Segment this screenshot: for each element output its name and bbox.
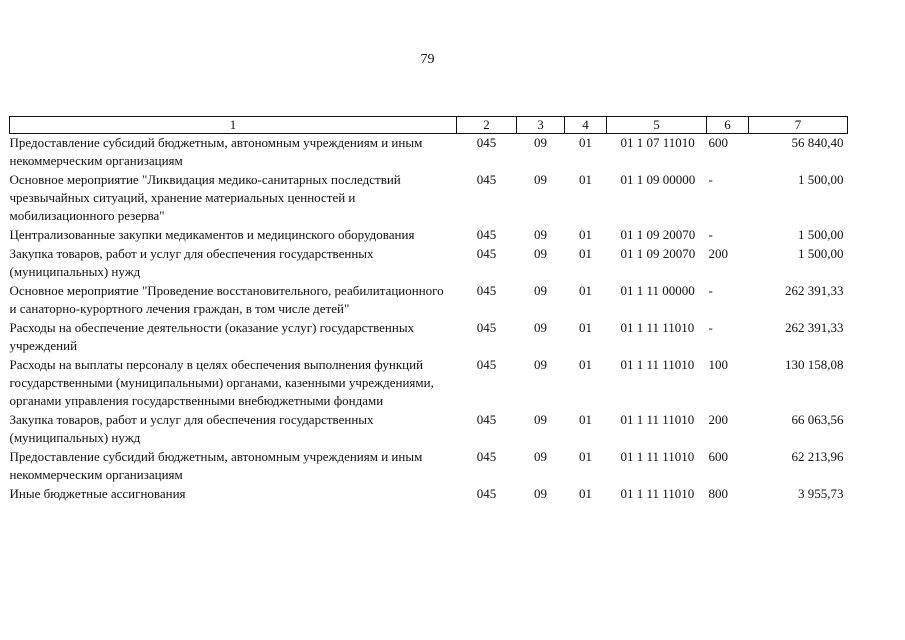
cell-section: 09: [534, 449, 547, 464]
cell-section: 09: [534, 135, 547, 150]
header-col-6: 6: [707, 117, 749, 134]
table-row: [10, 226, 848, 245]
cell-section: 09: [534, 283, 547, 298]
cell-section: 09: [534, 412, 547, 427]
cell-grbs: 045: [476, 412, 497, 427]
header-col-3: 3: [517, 117, 565, 134]
cell-expense-type: 600: [708, 135, 728, 150]
table-row: [10, 319, 848, 356]
cell-subsection: 01: [579, 357, 592, 372]
table-row: [10, 356, 848, 411]
cell-subsection: 01: [579, 227, 592, 242]
cell-amount: 1 500,00: [798, 172, 844, 187]
cell-expense-type: 200: [708, 246, 728, 261]
cell-section: 09: [534, 227, 547, 242]
cell-amount: 3 955,73: [798, 486, 844, 501]
cell-amount: 130 158,08: [785, 357, 844, 372]
cell-name: Основное мероприятие "Проведение восстановительного, реабилитационного и санаторно-курортного лечения граждан, в том числе детей": [9, 283, 444, 316]
cell-subsection: 01: [579, 486, 592, 501]
table-row: [10, 411, 848, 448]
cell-target-article: 01 1 07 11010: [620, 135, 695, 150]
cell-target-article: 01 1 09 20070: [620, 246, 696, 261]
page-number: 79: [420, 52, 435, 67]
cell-name: Иные бюджетные ассигнования: [9, 486, 186, 501]
cell-subsection: 01: [579, 283, 592, 298]
header-col-2: 2: [457, 117, 517, 134]
cell-target-article: 01 1 11 11010: [620, 320, 695, 335]
table-row: [10, 171, 848, 226]
cell-section: 09: [534, 320, 547, 335]
cell-amount: 262 391,33: [785, 283, 844, 298]
cell-name: Закупка товаров, работ и услуг для обеспечения государственных (муниципальных) нужд: [9, 246, 374, 279]
cell-target-article: 01 1 11 00000: [620, 283, 695, 298]
cell-subsection: 01: [579, 449, 592, 464]
cell-expense-type: -: [708, 227, 713, 242]
cell-subsection: 01: [579, 246, 592, 261]
cell-subsection: 01: [579, 172, 592, 187]
table-row: [10, 134, 848, 172]
cell-grbs: 045: [476, 320, 497, 335]
cell-grbs: 045: [476, 135, 497, 150]
cell-amount: 56 840,40: [791, 135, 844, 150]
cell-target-article: 01 1 11 11010: [620, 486, 695, 501]
header-col-7: 7: [749, 117, 848, 134]
table-row: [10, 485, 848, 504]
cell-name: Закупка товаров, работ и услуг для обеспечения государственных (муниципальных) нужд: [9, 412, 374, 445]
table-row: [10, 448, 848, 485]
cell-amount: 262 391,33: [785, 320, 844, 335]
cell-target-article: 01 1 09 20070: [620, 227, 696, 242]
cell-grbs: 045: [476, 283, 497, 298]
cell-grbs: 045: [476, 486, 497, 501]
cell-target-article: 01 1 11 11010: [620, 412, 695, 427]
cell-name: Централизованные закупки медикаментов и медицинского оборудования: [9, 227, 415, 242]
cell-name: Расходы на обеспечение деятельности (оказание услуг) государственных учреждений: [9, 320, 415, 353]
table-row: [10, 245, 848, 282]
cell-section: 09: [534, 357, 547, 372]
cell-expense-type: -: [708, 172, 713, 187]
cell-target-article: 01 1 11 11010: [620, 449, 695, 464]
cell-amount: 1 500,00: [798, 246, 844, 261]
cell-grbs: 045: [476, 449, 497, 464]
header-col-1: 1: [10, 117, 457, 134]
table-row: [10, 282, 848, 319]
table-header-row: [10, 117, 848, 134]
cell-grbs: 045: [476, 357, 497, 372]
cell-expense-type: 800: [708, 486, 728, 501]
budget-table: [9, 116, 848, 504]
header-col-5: 5: [607, 117, 707, 134]
cell-amount: 1 500,00: [798, 227, 844, 242]
cell-grbs: 045: [476, 227, 497, 242]
cell-name: Предоставление субсидий бюджетным, автономным учреждениям и иным некоммерческим организациям: [9, 449, 423, 482]
cell-target-article: 01 1 09 00000: [620, 172, 696, 187]
cell-grbs: 045: [476, 246, 497, 261]
cell-subsection: 01: [579, 320, 592, 335]
cell-expense-type: 600: [708, 449, 728, 464]
cell-section: 09: [534, 486, 547, 501]
cell-amount: 62 213,96: [791, 449, 844, 464]
header-col-4: 4: [565, 117, 607, 134]
cell-name: Расходы на выплаты персоналу в целях обеспечения выполнения функций государственными (муниципальными) органами, казенными учреждениями, органами управления государственными внебюджетными фондами: [9, 357, 434, 408]
cell-name: Основное мероприятие "Ликвидация медико-санитарных последствий чрезвычайных ситуаций, хранение материальных ценностей и мобилизационного резерва": [9, 172, 401, 223]
cell-amount: 66 063,56: [791, 412, 844, 427]
cell-subsection: 01: [579, 135, 592, 150]
cell-target-article: 01 1 11 11010: [620, 357, 695, 372]
cell-expense-type: -: [708, 283, 713, 298]
cell-section: 09: [534, 246, 547, 261]
cell-expense-type: 100: [708, 357, 728, 372]
cell-subsection: 01: [579, 412, 592, 427]
cell-grbs: 045: [476, 172, 497, 187]
cell-section: 09: [534, 172, 547, 187]
cell-expense-type: 200: [708, 412, 728, 427]
cell-name: Предоставление субсидий бюджетным, автономным учреждениям и иным некоммерческим организациям: [9, 135, 423, 168]
cell-expense-type: -: [708, 320, 713, 335]
